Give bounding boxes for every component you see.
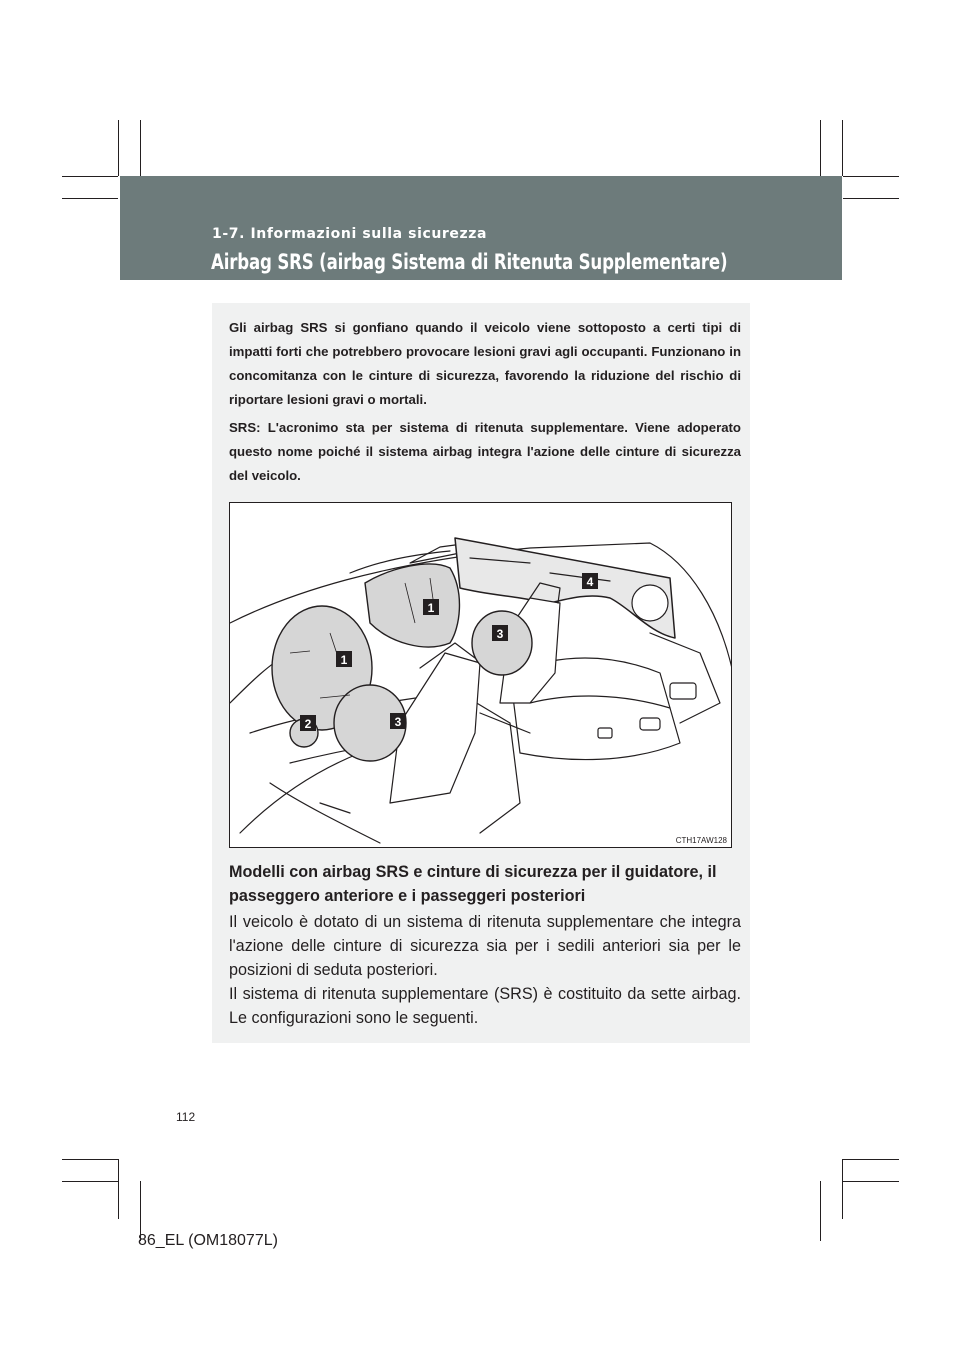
callout-label: 3 — [496, 627, 504, 641]
callout-badge-3b — [492, 625, 508, 641]
crop-mark — [62, 198, 118, 199]
crop-mark — [118, 1159, 119, 1219]
passenger-airbag — [365, 564, 459, 647]
crop-mark — [842, 120, 843, 176]
page-title: Airbag SRS (airbag Sistema di Ritenuta Supplementare) — [211, 250, 728, 274]
callout-badge-1a — [423, 599, 439, 615]
callout-label: 1 — [340, 653, 348, 667]
airbag-illustration — [229, 502, 732, 848]
section-body-paragraph: Il veicolo è dotato di un sistema di ritenuta supplementare che integra l'azione delle cinture di sicurezza sia per i sedili anteriori sia per le posizioni di seduta posteriori. — [229, 913, 741, 979]
crop-mark — [820, 120, 821, 176]
figure-code: CTH17AW128 — [675, 836, 727, 845]
section-body — [229, 910, 741, 1030]
crop-mark — [843, 1181, 899, 1182]
crop-mark — [843, 198, 899, 199]
section-heading: Modelli con airbag SRS e cinture di sicurezza per il guidatore, il passeggero anteriore e i passeggeri posteriori — [229, 863, 717, 905]
crop-mark — [62, 176, 118, 177]
callout-badge-1b — [336, 651, 352, 667]
crop-mark — [118, 120, 119, 176]
section-label: 1-7. Informazioni sulla sicurezza — [212, 226, 488, 242]
crop-mark — [843, 1159, 899, 1160]
callout-badge-2 — [300, 715, 316, 731]
crop-mark — [62, 1159, 118, 1160]
srs-definition: SRS: L'acronimo sta per sistema di ritenuta supplementare. Viene adoperato questo nome poiché il sistema airbag integra l'azione delle cinture di sicurezza del veicolo. — [229, 420, 741, 483]
callout-label: 3 — [394, 715, 402, 729]
crop-mark — [843, 176, 899, 177]
footer-code: 86_EL (OM18077L) — [138, 1232, 278, 1249]
crop-mark — [842, 1159, 843, 1219]
crop-mark — [62, 1181, 118, 1182]
page-number: 112 — [176, 1110, 196, 1124]
callout-badge-3a — [390, 713, 406, 729]
callout-label: 4 — [586, 575, 594, 589]
callout-label: 2 — [304, 717, 312, 731]
crop-mark — [820, 1181, 821, 1241]
callout-label: 1 — [427, 601, 435, 615]
intro-paragraph: Gli airbag SRS si gonfiano quando il veicolo viene sottoposto a certi tipi di impatti forti che potrebbero provocare lesioni gravi agli occupanti. Funzionano in concomitanza con le cinture di sicurezza, favorendo la riduzione del rischio di riportare lesioni gravi o mortali. — [229, 320, 741, 407]
car-interior-drawing — [230, 503, 732, 848]
callout-badge-4 — [582, 573, 598, 589]
section-body-paragraph: Il sistema di ritenuta supplementare (SRS) è costituito da sette airbag. Le configurazioni sono le seguenti. — [229, 985, 741, 1027]
crop-mark — [140, 120, 141, 176]
rear-side-airbag — [472, 611, 532, 675]
